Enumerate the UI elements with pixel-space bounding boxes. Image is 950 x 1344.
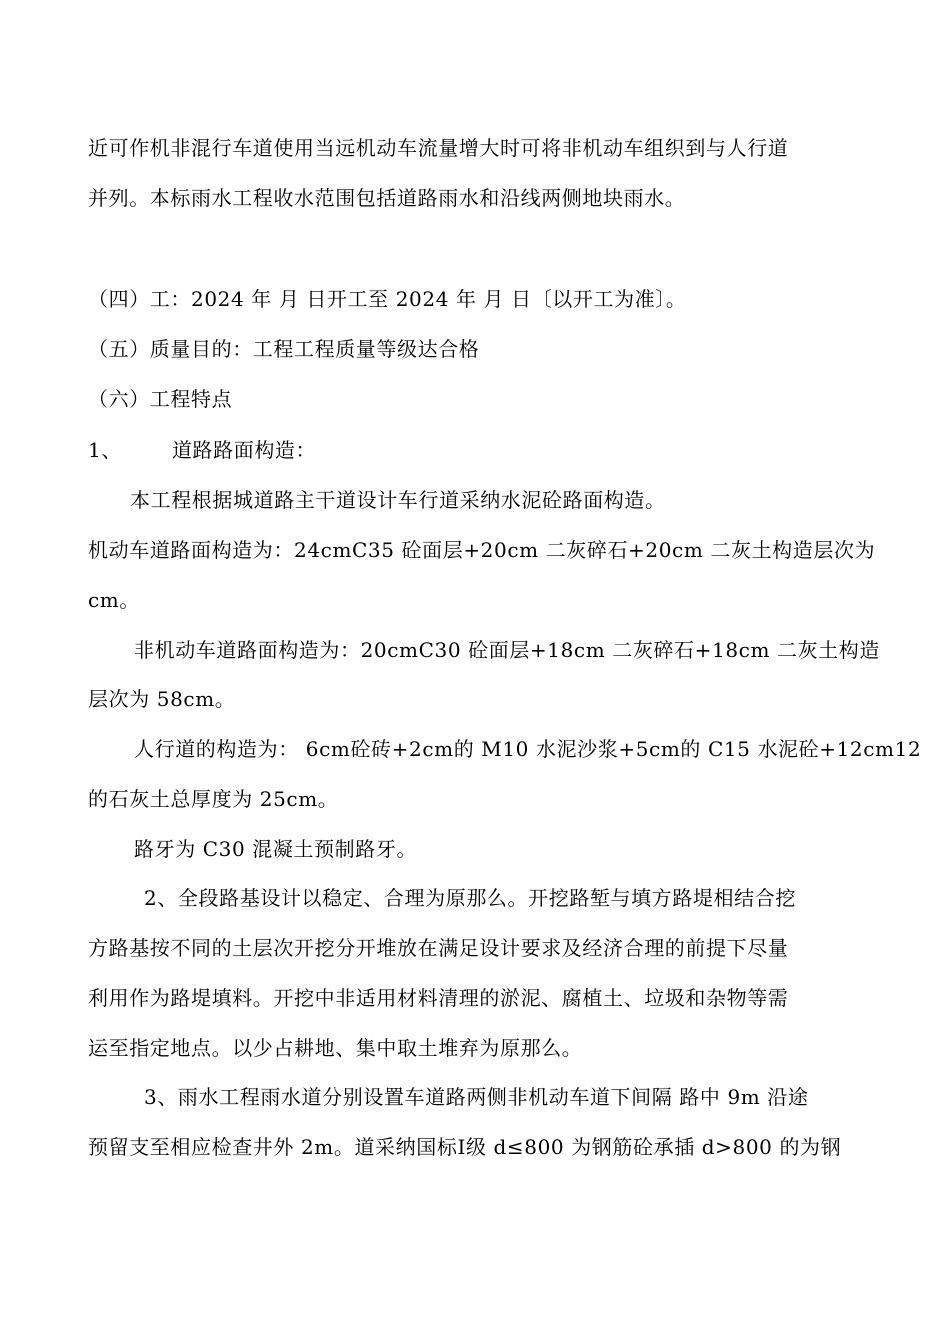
paragraph-line: 运至指定地点。以少占耕地、集中取土堆弃为原那么。 <box>88 1036 583 1060</box>
item-title: 道路路面构造： <box>171 438 317 462</box>
paragraph-line: 近可作机非混行车道使用当远机动车流量增大时可将非机动车组织到与人行道 <box>88 136 789 160</box>
paragraph-line: 机动车道路面构造为：24cmC35 砼面层+20cm 二灰碎石+20cm 二灰土构造层次为 <box>88 538 876 562</box>
section-heading: （六）工程特点 <box>88 387 233 411</box>
paragraph-line: 本工程根据城道路主干道设计车行道采纳水泥砼路面构造。 <box>130 488 666 512</box>
paragraph-line: 路牙为 C30 混凝土预制路牙。 <box>134 837 418 861</box>
item-number: 1、 <box>88 438 122 462</box>
paragraph-line: 方路基按不同的土层次开挖分开堆放在满足设计要求及经济合理的前提下尽量 <box>88 936 789 960</box>
paragraph-line: 非机动车道路面构造为：20cmC30 砼面层+18cm 二灰碎石+18cm 二灰土构造 <box>134 638 880 662</box>
paragraph-line: 3、雨水工程雨水道分别设置车道路两侧非机动车道下间隔 路中 9m 沿途 <box>144 1085 809 1109</box>
paragraph-line: 层次为 58cm。 <box>88 687 236 711</box>
paragraph-line: cm。 <box>88 588 140 612</box>
section-heading: （四）工：2024 年 月 日开工至 2024 年 月 日〔以开工为准〕。 <box>88 287 687 311</box>
paragraph-line: 的石灰土总厚度为 25cm。 <box>88 787 339 811</box>
paragraph-line: 2、全段路基设计以稳定、合理为原那么。开挖路堑与填方路堤相结合挖 <box>144 886 796 910</box>
paragraph-line: 利用作为路堤填料。开挖中非适用材料清理的淤泥、腐植土、垃圾和杂物等需 <box>88 986 789 1010</box>
section-heading: （五）质量目的：工程工程质量等级达合格 <box>88 337 480 361</box>
paragraph-line: 预留支至相应检查井外 2m。道采纳国标Ⅰ级 d≤800 为钢筋砼承插 d>800 的为钢 <box>88 1135 842 1159</box>
numbered-heading <box>88 438 316 462</box>
paragraph-line: 人行道的构造为： 6cm砼砖+2cm的 M10 水泥沙浆+5cm的 C15 水泥砼+12cm12 <box>134 737 922 761</box>
paragraph-line: 并列。本标雨水工程收水范围包括道路雨水和沿线两侧地块雨水。 <box>88 186 686 210</box>
